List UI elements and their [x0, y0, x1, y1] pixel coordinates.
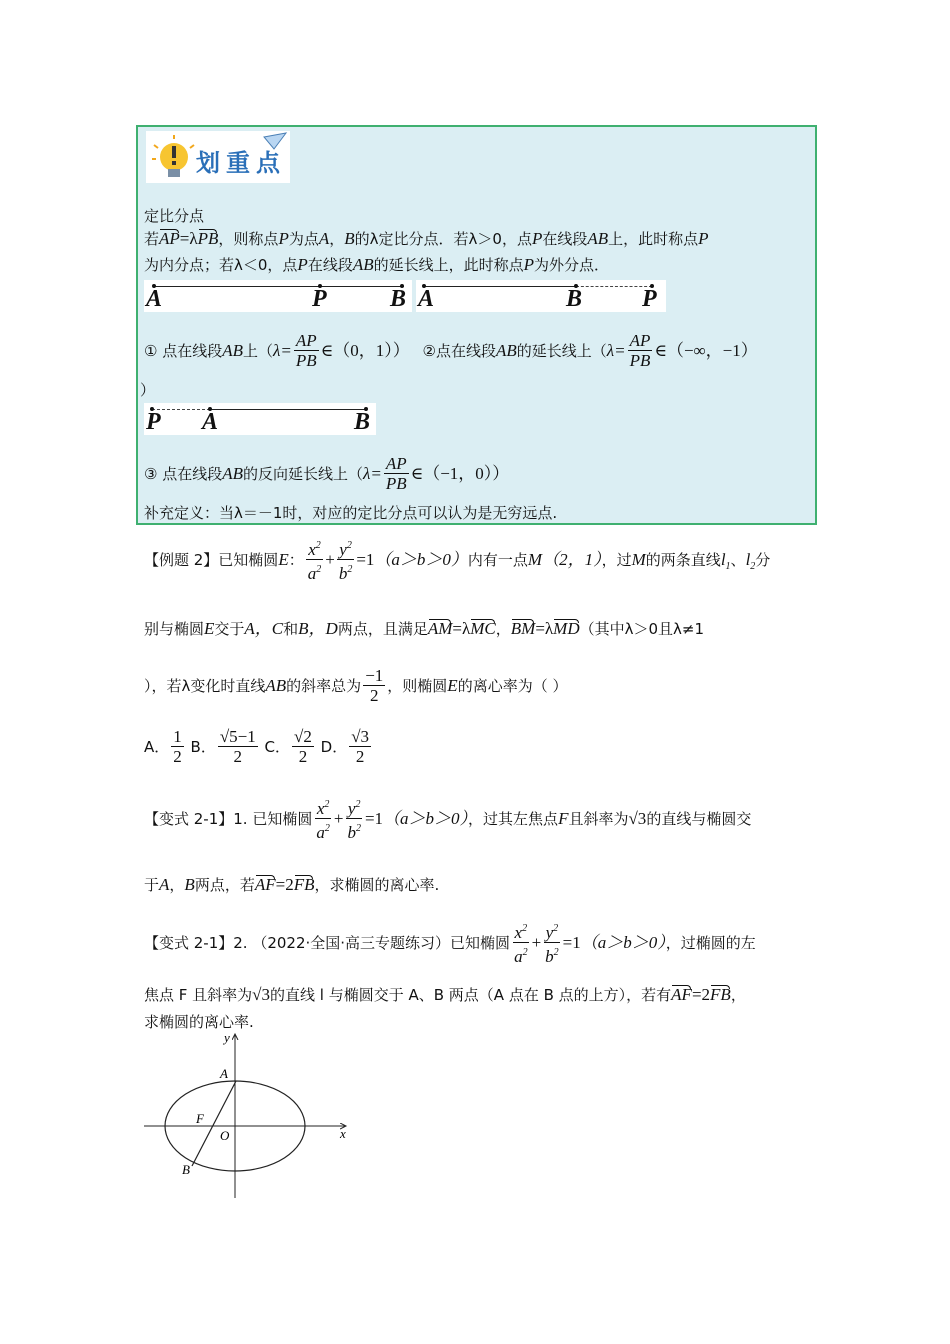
variant-2-line-3: 求椭圆的离心率.	[144, 1013, 254, 1031]
variant-2-line-2: 焦点 F 且斜率为√3的直线 l 与椭圆交于 A、B 两点（A 点在 B 点的上方），若有AF=2FB，	[144, 985, 746, 1004]
example-2-line-1: 【例题 2】已知椭圆E： $\frac{x^2}{a^2}$ + $\frac{y^2}{b^2}$ =1（a＞b＞0）内有一点M（2，1），过M的两条直线$l_1$、$l_2$分	[144, 537, 770, 590]
segment-figure-reverse	[144, 403, 376, 435]
example-2-line-3: ），若λ变化时直线AB的斜率总为 $\frac{-1}{2}$ ，则椭圆E的离心率为（ ）	[144, 666, 568, 705]
label-A: A	[418, 286, 435, 312]
supplement-definition: 补充定义：当λ＝－1时，对应的定比分点可以认为是无穷远点.	[144, 504, 558, 522]
variant-1-line-1: 【变式 2-1】1. 已知椭圆 $\frac{x^2}{a^2}$ + $\frac{y^2}{b^2}$ =1（a＞b＞0），过其左焦点F且斜率为√3的直线与椭圆交	[144, 796, 751, 843]
label-A: A	[146, 286, 163, 312]
case-2-close: ）	[140, 381, 156, 399]
example-2-line-2: 别与椭圆E交于A，C和B，D两点，且满足AM=λMC，BM=λMD（其中λ＞0且λ≠1	[144, 619, 705, 638]
definition-line-1: 若AP=λPB，则称点P为点A，B的λ定比分点．若λ＞0，点P在线段AB上，此时称点P	[144, 229, 709, 248]
label-B: B	[354, 409, 371, 435]
option-b[interactable]: B．	[190, 738, 216, 756]
label-O: O	[220, 1128, 230, 1143]
label-P: P	[146, 409, 161, 435]
variant-2-line-1: 【变式 2-1】2. （2022·全国·高三专题练习）已知椭圆 $\frac{x^2}{a^2}$ + $\frac{y^2}{b^2}$ =1（a＞b＞0），过椭圆的左	[144, 920, 756, 967]
example-2-options: A． $\frac{1}{2}$ B． $\frac{√5-1}{2}$ C． $\frac{√2}{2}$ D． $\frac{√3}{2}$	[144, 727, 370, 766]
label-y: y	[224, 1030, 230, 1045]
key-points-badge	[146, 131, 290, 183]
label-B: B	[182, 1162, 190, 1177]
option-d[interactable]: D．	[320, 738, 348, 756]
label-F: F	[196, 1111, 204, 1126]
variant-1-line-2: 于A，B两点，若AF=2FB，求椭圆的离心率.	[144, 875, 440, 894]
case-1-and-2: ① 点在线段AB上（λ= $\frac{AP}{PB}$ ∈（0，1）） ②点在线段AB的延长线上（λ= $\frac{AP}{PB}$ ∈（−∞，−1）	[144, 331, 758, 370]
label-A: A	[202, 409, 219, 435]
label-A: A	[220, 1066, 228, 1081]
label-P: P	[312, 286, 327, 312]
option-c[interactable]: C．	[264, 738, 291, 756]
section-heading: 定比分点	[144, 207, 205, 225]
segment-figure-external	[416, 280, 666, 312]
key-points-box	[136, 125, 817, 525]
segment-figure-internal	[144, 280, 412, 312]
label-B: B	[566, 286, 583, 312]
badge-title: 划重点	[196, 149, 286, 177]
option-a[interactable]: A．	[144, 738, 170, 756]
case-3: ③ 点在线段AB的反向延长线上（λ= $\frac{AP}{PB}$ ∈（−1，0））	[144, 454, 510, 493]
label-B: B	[390, 286, 407, 312]
ellipse-figure	[140, 1028, 360, 1200]
definition-line-2: 为内分点；若λ＜0，点P在线段AB的延长线上，此时称点P为外分点．	[144, 255, 610, 274]
label-P: P	[642, 286, 657, 312]
label-x: x	[340, 1126, 346, 1141]
